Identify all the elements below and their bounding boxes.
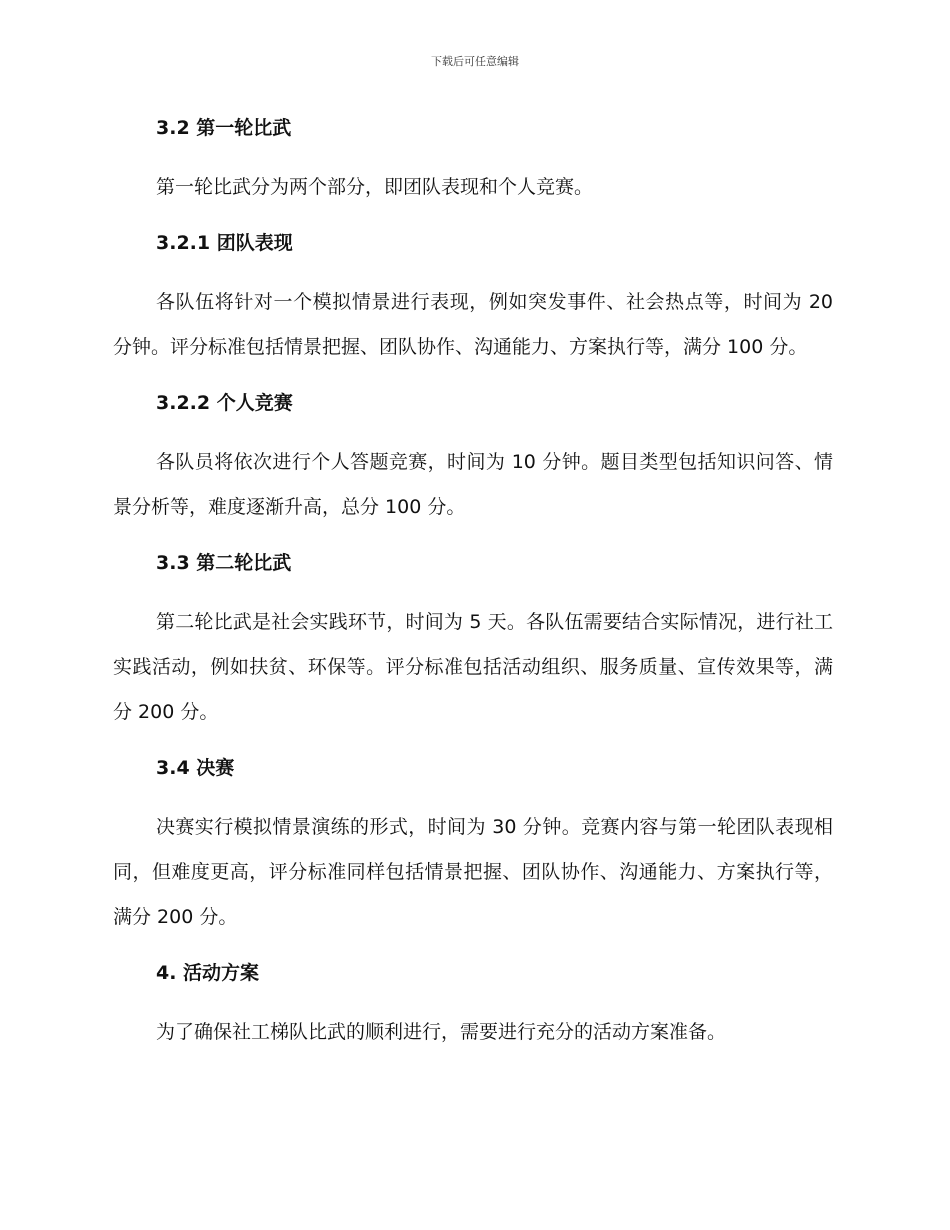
section-heading-4: 4. 活动方案 (156, 962, 260, 984)
page-header: 下载后可任意编辑 (431, 55, 519, 68)
paragraph-round1-intro: 第一轮比武分为两个部分，即团队表现和个人竞赛。 (156, 176, 594, 198)
section-heading-3-2-1: 3.2.1 团队表现 (156, 232, 293, 254)
section-heading-3-3: 3.3 第二轮比武 (156, 552, 292, 574)
paragraph-individual-contest: 各队员将依次进行个人答题竞赛，时间为 10 分钟。题目类型包括知识问答、情景分析等，难度逐渐升高，总分 100 分。 (113, 451, 833, 518)
paragraph-final: 决赛实行模拟情景演练的形式，时间为 30 分钟。竞赛内容与第一轮团队表现相同，但难度更高，评分标准同样包括情景把握、团队协作、沟通能力、方案执行等，满分 200 分。 (113, 816, 833, 928)
paragraph-team-performance: 各队伍将针对一个模拟情景进行表现，例如突发事件、社会热点等，时间为 20 分钟。评分标准包括情景把握、团队协作、沟通能力、方案执行等，满分 100 分。 (113, 291, 833, 358)
section-heading-3-2-2: 3.2.2 个人竞赛 (156, 392, 293, 414)
section-heading-3-2: 3.2 第一轮比武 (156, 117, 292, 139)
paragraph-round2: 第二轮比武是社会实践环节，时间为 5 天。各队伍需要结合实际情况，进行社工实践活动，例如扶贫、环保等。评分标准包括活动组织、服务质量、宣传效果等，满分 200 分。 (113, 611, 833, 723)
section-heading-3-4: 3.4 决赛 (156, 757, 235, 779)
document-body (113, 108, 833, 1068)
paragraph-activity-plan: 为了确保社工梯队比武的顺利进行，需要进行充分的活动方案准备。 (156, 1021, 727, 1043)
